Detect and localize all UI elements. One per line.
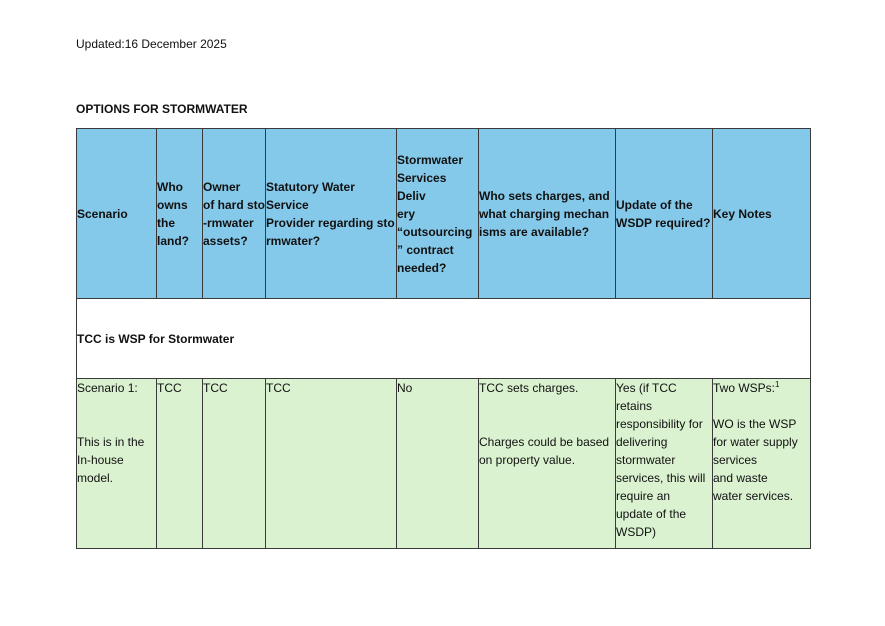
cell-statutory-wsp: TCC xyxy=(266,379,397,549)
stormwater-options-table xyxy=(76,128,811,549)
cell-scenario: Scenario 1: This is in the In-house model. xyxy=(77,379,157,549)
key-notes-body: WO is the WSP for water supply services and waste water services. xyxy=(713,417,798,503)
updated-date: Updated:16 December 2025 xyxy=(76,37,227,51)
header-key-notes: Key Notes xyxy=(713,129,811,299)
cell-charges: TCC sets charges. Charges could be based on property value. xyxy=(479,379,616,549)
table-row xyxy=(77,379,811,549)
section-title: TCC is WSP for Stormwater xyxy=(77,299,811,379)
header-statutory-wsp: Statutory Water Service Provider regarding sto rmwater? xyxy=(266,129,397,299)
cell-key-notes xyxy=(713,379,811,549)
footnote-marker[interactable]: 1 xyxy=(775,380,780,389)
cell-asset-owner: TCC xyxy=(203,379,266,549)
cell-contract-needed: No xyxy=(397,379,479,549)
header-scenario: Scenario xyxy=(77,129,157,299)
header-wsdp-update: Update of the WSDP required? xyxy=(616,129,713,299)
section-row xyxy=(77,299,811,379)
cell-land-owner: TCC xyxy=(157,379,203,549)
table-header-row xyxy=(77,129,811,299)
document-heading: OPTIONS FOR STORMWATER xyxy=(76,102,248,116)
header-charges: Who sets charges, and what charging mechan isms are available? xyxy=(479,129,616,299)
header-asset-owner: Owner of hard sto -rmwater assets? xyxy=(203,129,266,299)
cell-wsdp-update: Yes (if TCC retains responsibility for delivering stormwater services, this will require an update of the WSDP) xyxy=(616,379,713,549)
key-notes-lead: Two WSPs: xyxy=(713,381,776,395)
header-land-owner: Who owns the land? xyxy=(157,129,203,299)
header-contract-needed: Stormwater Services Deliv ery “outsourcing ” contract needed? xyxy=(397,129,479,299)
